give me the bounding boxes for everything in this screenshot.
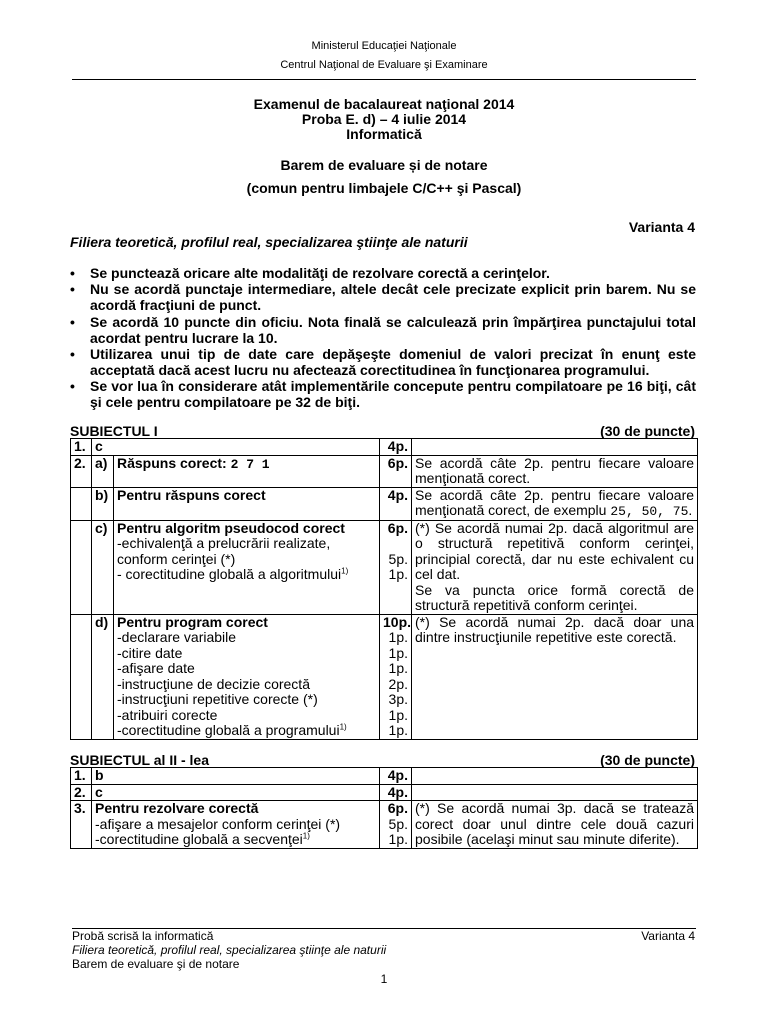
page-number: 1 <box>380 972 388 986</box>
points: 10p. 1p. 1p. 1p. 2p. 3p. 1p. 1p. <box>380 614 412 739</box>
bullet-dot: • <box>70 346 75 362</box>
points: 6p. <box>380 455 412 487</box>
bullet-dot: • <box>70 378 75 394</box>
item-number: 2. <box>71 784 92 801</box>
footer-variant: Varianta 4 <box>641 929 695 943</box>
section-1-table <box>70 438 698 740</box>
item-number: 1. <box>71 768 92 785</box>
variant-label: Varianta 4 <box>628 219 695 235</box>
table-row <box>71 520 698 614</box>
table-row <box>71 801 698 849</box>
table-row <box>71 768 698 785</box>
note: (*) Se acordă numai 2p. dacă algoritmul are o structură repetitivă conform cerinţei, principial corectă, dar nu este echivalent cu cel dat. Se va puncta orice formă corectă de structură repetitivă conform cerinţei. <box>412 520 698 614</box>
note <box>412 439 698 456</box>
answer-code: 25, 50, 75 <box>610 504 689 519</box>
section-1-title: SUBIECTUL I <box>70 423 158 439</box>
sub-item: c) <box>92 520 114 614</box>
table-row <box>71 487 698 520</box>
table-row <box>71 439 698 456</box>
header-divider <box>72 79 696 80</box>
bullet-dot: • <box>70 265 75 281</box>
exam-date: Proba E. d) – 4 iulie 2014 <box>301 111 467 127</box>
criterion: Pentru program corect -declarare variabile -citire date -afişare date -instrucţiune de decizie corectă -instrucţiuni repetitive corecte (*) -atribuiri corecte -corectitudine globală a programului$^{1)}$ <box>114 614 380 739</box>
bullet-dot: • <box>70 314 75 330</box>
points: 6p. 5p. 1p. <box>380 520 412 614</box>
note: Se acordă câte 2p. pentru fiecare valoare menţionată corect. <box>412 455 698 487</box>
rule-item: • Utilizarea unui tip de date care depăşeşte domeniul de valori precizat în enunţ este acceptată dacă acest lucru nu afectează corectitudinea în funcţionarea programului. <box>70 346 696 378</box>
sub-item: a) <box>92 455 114 487</box>
sub-item: b) <box>92 487 114 520</box>
note: Se acordă câte 2p. pentru fiecare valoare menţionată corect, de exemplu 25, 50, 75. <box>412 487 698 520</box>
item-number: 1. <box>71 439 92 456</box>
points: 4p. <box>380 784 412 801</box>
ministry-name: Ministerul Educaţiei Naţionale <box>311 40 457 52</box>
note <box>412 784 698 801</box>
answer-code: 2 7 1 <box>230 456 270 472</box>
item-number: 3. <box>71 801 92 849</box>
answer: b <box>92 768 380 785</box>
answer: c <box>92 784 380 801</box>
criterion: Răspuns corect: 2 7 1 <box>114 455 380 487</box>
criterion: Pentru răspuns corect <box>114 487 380 520</box>
exam-subject: Informatică <box>346 126 422 142</box>
table-row <box>71 784 698 801</box>
center-name: Centrul Naţional de Evaluare şi Examinare <box>280 59 488 71</box>
answer: c <box>92 439 380 456</box>
note: (*) Se acordă numai 2p. dacă doar una dintre instrucţiunile repetitive este corectă. <box>412 614 698 739</box>
rule-item: • Se acordă 10 puncte din oficiu. Nota finală se calculează prin împărţirea punctajului total acordat pentru lucrare la 10. <box>70 314 696 346</box>
note <box>412 768 698 785</box>
table-row <box>71 455 698 487</box>
points: 6p. 5p. 1p. <box>380 801 412 849</box>
criterion: Pentru algoritm pseudocod corect -echivalenţă a prelucrării realizate, conform cerinţei (*) - corectitudine globală a algoritmului$^{1)}$ <box>114 520 380 614</box>
criterion: Pentru rezolvare corectă -afişare a mesajelor conform cerinţei (*) -corectitudine globală a secvenţei$^{1)}$ <box>92 801 380 849</box>
rule-item: • Se vor lua în considerare atât implementările concepute pentru compilatoare pe 16 biţi, cât şi cele pentru compilatoare pe 32 de biţi. <box>70 378 696 410</box>
section-2-points: (30 de puncte) <box>600 752 695 768</box>
note: (*) Se acordă numai 3p. dacă se tratează corect doar unul dintre cele două cazuri posibile (acelaşi minut sau minute diferite). <box>412 801 698 849</box>
points: 4p. <box>380 487 412 520</box>
section-2-title: SUBIECTUL al II - lea <box>70 752 209 768</box>
points: 4p. <box>380 439 412 456</box>
bullet-dot: • <box>70 281 75 297</box>
points: 4p. <box>380 768 412 785</box>
item-number: 2. <box>71 455 92 487</box>
barem-title: Barem de evaluare și de notare <box>280 157 488 173</box>
footer-barem: Barem de evaluare şi de notare <box>72 957 240 971</box>
rule-item: • Nu se acordă punctaje intermediare, altele decât cele precizate explicit prin barem. Nu se acordă fracţiuni de punct. <box>70 281 696 313</box>
section-2-table <box>70 767 698 849</box>
table-row <box>71 614 698 739</box>
track-label: Filiera teoretică, profilul real, specializarea ştiinţe ale naturii <box>70 234 468 250</box>
exam-title: Examenul de bacalaureat naţional 2014 <box>253 96 515 112</box>
section-1-points: (30 de puncte) <box>600 423 695 439</box>
sub-item: d) <box>92 614 114 739</box>
footer-exam: Probă scrisă la informatică <box>72 929 214 943</box>
languages-note: (comun pentru limbajele C/C++ şi Pascal) <box>246 180 522 196</box>
footer-track: Filiera teoretică, profilul real, specializarea ştiinţe ale naturii <box>72 943 387 957</box>
rule-item: • Se punctează oricare alte modalităţi de rezolvare corectă a cerinţelor. <box>70 265 550 281</box>
